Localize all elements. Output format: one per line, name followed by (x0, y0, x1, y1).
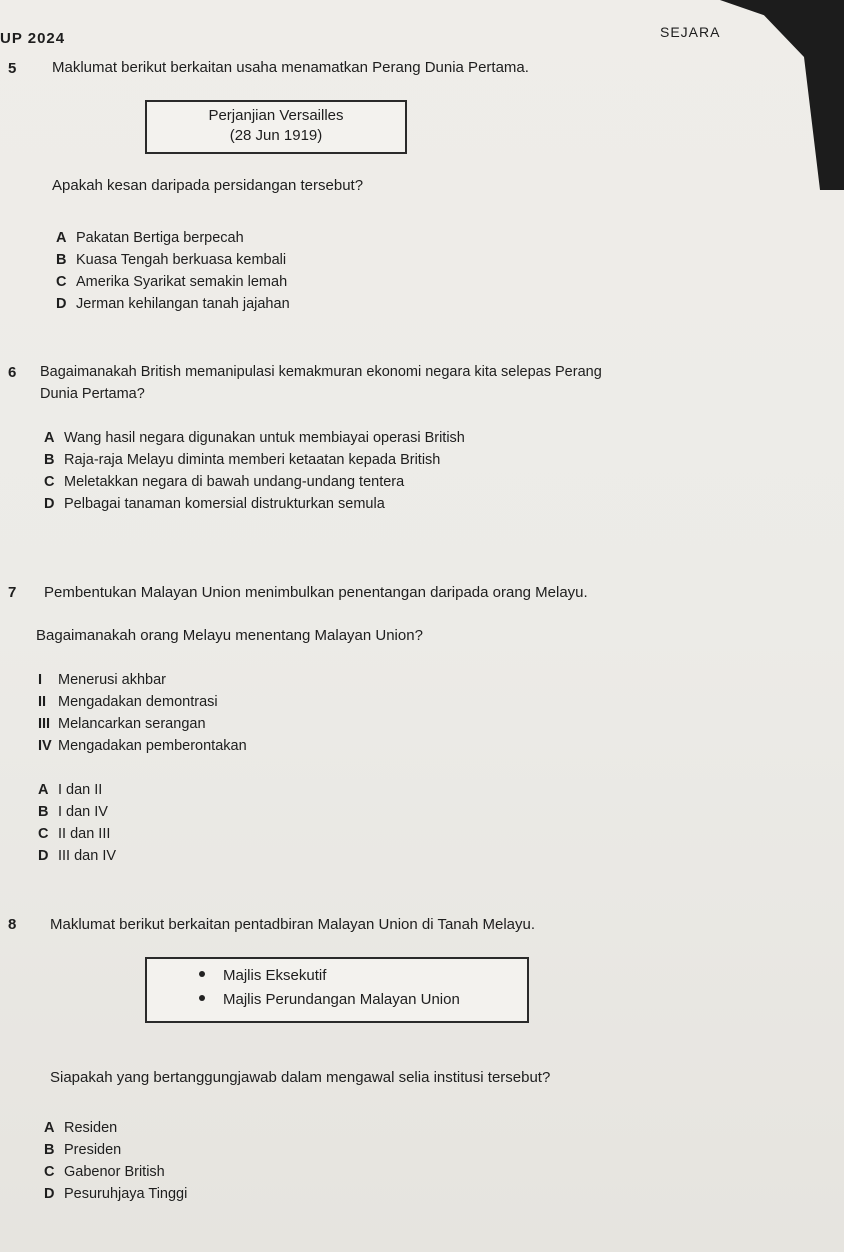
option-d[interactable] (38, 846, 116, 866)
info-box-line: Majlis Perundangan Malayan Union (223, 991, 460, 1008)
option-letter: C (38, 826, 49, 842)
option-text: Presiden (64, 1142, 122, 1158)
statement-numeral: I (38, 672, 43, 688)
info-box-line: Perjanjian Versailles (208, 107, 344, 124)
statement-numeral: IV (38, 738, 52, 754)
bullet-icon (199, 971, 205, 977)
statement-ii (38, 692, 218, 712)
option-letter: B (44, 452, 55, 468)
option-text: Pesuruhjaya Tinggi (64, 1186, 188, 1202)
option-letter: A (44, 1120, 55, 1136)
option-letter: C (44, 474, 55, 490)
option-letter: D (44, 1186, 55, 1202)
info-box-line: Majlis Eksekutif (223, 967, 327, 984)
statement-i (38, 670, 166, 690)
statement-text: Mengadakan pemberontakan (58, 738, 247, 754)
option-text: Amerika Syarikat semakin lemah (76, 274, 288, 290)
statement-text: Menerusi akhbar (58, 672, 166, 688)
option-letter: B (56, 252, 67, 268)
option-c[interactable] (38, 824, 110, 844)
option-letter: B (44, 1142, 55, 1158)
option-a[interactable] (38, 780, 102, 800)
option-letter: C (44, 1164, 55, 1180)
option-a[interactable] (56, 228, 244, 248)
option-letter: C (56, 274, 67, 290)
option-text: Raja-raja Melayu diminta memberi ketaatan kepada British (64, 452, 441, 468)
question-5-info-box (145, 100, 407, 154)
question-7-question: Bagaimanakah orang Melayu menentang Malayan Union? (36, 627, 423, 644)
option-text: Gabenor British (64, 1164, 165, 1180)
statement-text: Melancarkan serangan (58, 716, 206, 732)
question-8-number: 8 (8, 916, 17, 933)
info-box-line: (28 Jun 1919) (229, 127, 323, 144)
question-6-stem-line2: Dunia Pertama? (40, 386, 145, 402)
option-letter: A (56, 230, 67, 246)
option-text: Jerman kehilangan tanah jajahan (76, 296, 290, 312)
option-text: Pakatan Bertiga berpecah (76, 230, 244, 246)
statement-iv (38, 736, 247, 756)
option-d[interactable] (56, 294, 290, 314)
option-c[interactable] (44, 1162, 165, 1182)
option-b[interactable] (56, 250, 286, 270)
bullet-icon (199, 995, 205, 1001)
option-text: Wang hasil negara digunakan untuk membiayai operasi British (64, 430, 465, 446)
question-5-number: 5 (8, 60, 17, 77)
exam-code: UP 2024 (0, 30, 66, 47)
question-7-stem: Pembentukan Malayan Union menimbulkan penentangan daripada orang Melayu. (44, 584, 588, 601)
option-text: Pelbagai tanaman komersial distrukturkan semula (64, 496, 385, 512)
option-text: I dan II (58, 782, 103, 798)
question-5-question: Apakah kesan daripada persidangan tersebut? (52, 177, 364, 194)
statement-text: Mengadakan demontrasi (58, 694, 218, 710)
option-letter: D (38, 848, 49, 864)
info-box-bullet (147, 964, 527, 988)
option-letter: B (38, 804, 49, 820)
question-8-stem: Maklumat berikut berkaitan pentadbiran Malayan Union di Tanah Melayu. (50, 916, 536, 933)
question-7-number: 7 (8, 584, 17, 601)
option-text: Kuasa Tengah berkuasa kembali (76, 252, 287, 268)
question-8-info-box (145, 957, 529, 1023)
option-letter: D (56, 296, 67, 312)
option-b[interactable] (44, 450, 440, 470)
statement-numeral: III (38, 716, 51, 732)
option-letter: A (38, 782, 49, 798)
statement-iii (38, 714, 206, 734)
option-d[interactable] (44, 494, 385, 514)
question-6-number: 6 (8, 364, 17, 381)
question-6-stem-line1: Bagaimanakah British memanipulasi kemakmuran ekonomi negara kita selepas Perang (40, 364, 602, 380)
option-b[interactable] (44, 1140, 121, 1160)
info-box-bullet (147, 988, 527, 1012)
option-text: Residen (64, 1120, 118, 1136)
option-d[interactable] (44, 1184, 187, 1204)
subject-label: SEJARA (660, 24, 721, 40)
option-text: I dan IV (58, 804, 108, 820)
option-text: III dan IV (58, 848, 117, 864)
option-c[interactable] (56, 272, 287, 292)
option-letter: D (44, 496, 55, 512)
option-a[interactable] (44, 1118, 117, 1138)
option-letter: A (44, 430, 55, 446)
option-text: II dan III (58, 826, 111, 842)
option-c[interactable] (44, 472, 404, 492)
option-text: Meletakkan negara di bawah undang-undang tentera (64, 474, 405, 490)
option-a[interactable] (44, 428, 465, 448)
option-b[interactable] (38, 802, 108, 822)
question-8-question: Siapakah yang bertanggungjawab dalam mengawal selia institusi tersebut? (50, 1069, 551, 1086)
statement-numeral: II (38, 694, 47, 710)
question-5-stem: Maklumat berikut berkaitan usaha menamatkan Perang Dunia Pertama. (52, 59, 529, 76)
